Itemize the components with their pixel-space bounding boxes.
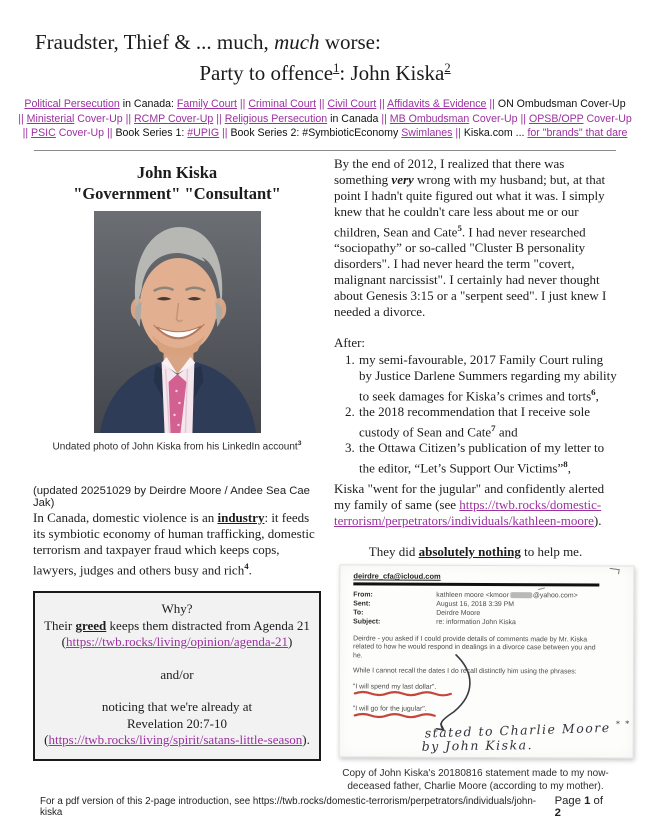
why-box [33, 591, 321, 761]
text-link[interactable]: Affidavits & Evidence [387, 98, 487, 110]
email-sent-label: Sent: [353, 599, 371, 607]
email-account: deirdre_cfa@icloud.com [353, 571, 441, 581]
text-link[interactable]: Ministerial [26, 112, 75, 125]
why-box-line: and/or [160, 666, 194, 682]
subject-name: John Kiska [136, 162, 218, 182]
text-link[interactable]: https://twb.rocks/living/opinion/agenda-21 [65, 634, 289, 650]
page-title-line2: Party to offence$^1$: John Kiska$^2$ [199, 61, 451, 85]
nav-line-2: || Ministerial Cover-Up || RCMP Cover-Up || Religious Persecution in Canada || MB Ombudsman Cover-Up || OPSB/OPP Cover-Up [18, 112, 632, 125]
email-quote-1: "I will spend my last dollar". [353, 684, 623, 698]
text-link[interactable]: RCMP Cover-Up [134, 112, 214, 125]
why-box-line: Their greed keeps them distracted from Agenda 21 [44, 617, 310, 633]
email-sent-value: August 16, 2018 3:39 PM [436, 600, 515, 608]
text-link[interactable]: MB Ombudsman [389, 112, 470, 125]
email-caption: Copy of John Kiska's 20180816 statement made to my now-deceased father, Charlie Moore (according to my mother). [342, 767, 609, 792]
right-column [334, 151, 631, 793]
text-link[interactable]: #UPIG [187, 127, 220, 139]
why-box-line: Why? [161, 601, 193, 617]
nothing-statement: They did absolutely nothing to help me. [368, 543, 583, 559]
list-item: 3. the Ottawa Citizen’s publication of my letter to the editor, “Let’s Support Our Victims”$^8$, [358, 440, 617, 476]
why-box-line: (https://twb.rocks/living/opinion/agenda-21) [61, 634, 293, 650]
text-link[interactable]: for "brands" that dare [527, 127, 628, 139]
text-link[interactable]: PSIC [31, 127, 56, 139]
footer-note: For a pdf version of this 2-page introduction, see https://twb.rocks/domestic-terrorism/perpetrators/individuals/john-kiska [40, 796, 537, 818]
narrative-paragraph: By the end of 2012, I realized that there was something very wrong with my husband; but, at that point I hadn't quite figured out what it was. I simply knew that he couldn't care less about me or our children, Sean and Cate$^5$. I had never researched “sociopathy” or so-called "Cluster B personality disorders". I had never heard the term "covert, malignant narcissist". I certainly had never thought about Genesis 3:15 or a "serpent seed". I just knew I needed a divorce. [334, 155, 607, 319]
handwritten-note-line2: by John Kiska. [421, 737, 534, 754]
text-link[interactable]: https://twb.rocks/domestic-terrorism/perpetrators/individuals/kathleen-moore [334, 496, 602, 528]
email-subject-value: re: information John Kiska [436, 618, 516, 626]
text-link[interactable]: Swimlanes [401, 127, 453, 139]
email-screenshot [339, 564, 635, 758]
portrait-photo [94, 211, 261, 433]
text-link[interactable]: OPSB/OPP [528, 112, 584, 125]
why-box-line: (https://twb.rocks/living/spirit/satans-little-season). [44, 732, 310, 748]
updated-byline: (updated 20251029 by Deirdre Moore / Andee Sea Cae Jak) [33, 484, 310, 509]
email-divider [353, 582, 599, 586]
after-label: After: [334, 334, 366, 350]
page-title-line1: Fraudster, Thief & ... much, much worse: [35, 30, 381, 54]
email-quote-2: "I will go for the jugular". [353, 706, 623, 720]
text-link[interactable]: Political Persecution [24, 98, 120, 110]
jugular-paragraph: Kiska "went for the jugular" and confidently alerted my family of same (see https://twb.rocks/domestic-terrorism/perpetrators/individuals/kathleen-moore). [334, 480, 605, 528]
photo-caption: Undated photo of John Kiska from his LinkedIn account$^3$ [52, 439, 302, 452]
handwritten-note-line1: stated to Charlie Moore * * [424, 718, 631, 741]
email-body-paragraph: While I cannot recall the dates I do recall distinctly him using the phrases: [352, 667, 577, 676]
email-to-label: To: [353, 608, 364, 616]
why-box-line: noticing that we're already at [101, 699, 253, 715]
list-item: 2. the 2018 recommendation that I receive sole custody of Sean and Cate$^7$ and [358, 404, 617, 440]
text-link[interactable]: Civil Court [327, 98, 377, 110]
email-header-fields [353, 590, 623, 627]
redaction-blob [510, 592, 532, 598]
email-from-value: kathleen moore <kmoor @yahoo.com> [436, 591, 578, 599]
text-link[interactable]: Religious Persecution [224, 112, 328, 125]
intro-paragraph: In Canada, domestic violence is an industry: it feeds its symbiotic economy of human trafficking, domestic terrorism and taxpayer fraud which keeps cops, lawyers, judges and others busy and rich$^4$. [33, 509, 315, 578]
left-column [33, 151, 321, 793]
page-number: Page 1 of 2 [554, 795, 603, 819]
text-link[interactable]: Criminal Court [248, 98, 317, 110]
nav-links [0, 97, 650, 141]
text-link[interactable]: https://twb.rocks/living/spirit/satans-little-season [48, 732, 303, 748]
nav-line-3: || PSIC Cover-Up || Book Series 1: #UPIG || Book Series 2: #SymbioticEconomy Swimlanes || Kiska.com ... for "brands" that dare [22, 127, 628, 139]
nav-line-1: Political Persecution in Canada: Family Court || Criminal Court || Civil Court || Affidavits & Evidence || ON Ombudsman Cover-Up [24, 98, 626, 110]
page-footer [40, 795, 612, 819]
subject-role: "Government" "Consultant" [73, 183, 281, 203]
email-body-paragraph: Deirdre - you asked if I could provide details of comments made by Mr. Kiska related to how he would respond in dealings in a divorce case between you and he. [353, 634, 596, 659]
left-column-heading [33, 162, 321, 204]
why-box-line: Revelation 20:7-10 [126, 715, 227, 731]
list-item: 1. my semi-favourable, 2017 Family Court ruling by Justice Darlene Summers regarding my ability to seek damages for Kiska’s crimes and torts$^6$, [358, 352, 617, 404]
email-to-value: Deirdre Moore [436, 609, 481, 617]
text-link[interactable]: Family Court [176, 98, 237, 110]
email-subject-label: Subject: [353, 617, 381, 625]
events-list [334, 352, 617, 477]
email-from-label: From: [353, 590, 373, 598]
